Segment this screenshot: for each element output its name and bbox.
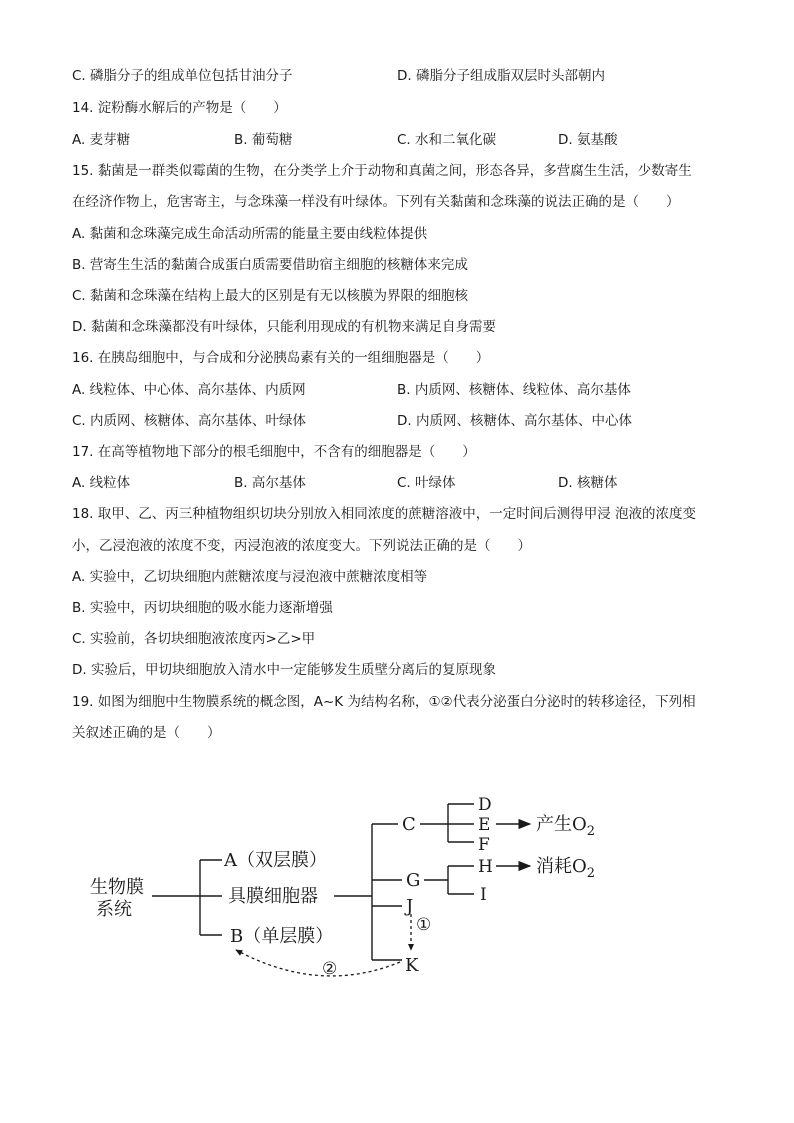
- q14-option-a: A. 麦芽糖: [72, 132, 131, 148]
- node-i: I: [480, 885, 487, 905]
- q17-option-c: C. 叶绿体: [397, 475, 456, 491]
- q15-option-b: B. 营寄生生活的黏菌合成蛋白质需要借助宿主细胞的核糖体来完成: [72, 257, 468, 273]
- q15-stem-line1: 15. 黏菌是一群类似霉菌的生物，在分类学上介于动物和真菌之间，形态各异，多营腐生生活，少数寄生: [72, 163, 692, 179]
- consume-o2-label: 消耗$O_2$: [536, 856, 596, 881]
- q15-option-c: C. 黏菌和念珠藻在结构上最大的区别是有无以核膜为界限的细胞核: [72, 288, 469, 304]
- q19-stem-line2: 关叙述正确的是（ ）: [72, 725, 221, 741]
- node-e: E: [478, 815, 491, 835]
- q17-stem: 17. 在高等植物地下部分的根毛细胞中，不含有的细胞器是（ ）: [72, 444, 476, 460]
- path2-dashed-curve: [236, 950, 400, 976]
- q17-option-a: A. 线粒体: [72, 475, 131, 491]
- root-label-line1: 生物膜: [90, 877, 144, 898]
- node-c: C: [402, 814, 416, 835]
- node-b-single-membrane: B（单层膜）: [230, 926, 334, 947]
- path1-label: ①: [416, 915, 432, 935]
- q19-stem-line1: 19. 如图为细胞中生物膜系统的概念图，A~K 为结构名称，①②代表分泌蛋白分泌时的转移途径，下列相: [72, 694, 696, 710]
- q18-option-c: C. 实验前，各切块细胞液浓度丙>乙>甲: [72, 631, 316, 647]
- q15-option-a: A. 黏菌和念珠藻完成生命活动所需的能量主要由线粒体提供: [72, 226, 428, 242]
- node-f: F: [478, 835, 490, 855]
- q14-option-c: C. 水和二氧化碳: [397, 132, 497, 148]
- q18-option-b: B. 实验中，丙切块细胞的吸水能力逐渐增强: [72, 600, 333, 616]
- q14-option-d: D. 氨基酸: [558, 132, 618, 148]
- node-d: D: [478, 795, 492, 815]
- node-a-double-membrane: A（双层膜）: [224, 850, 327, 871]
- q15-stem-line2: 在经济作物上，危害寄主，与念珠藻一样没有叶绿体。下列有关黏菌和念珠藻的说法正确的是（ ）: [72, 194, 680, 210]
- q18-option-d: D. 实验后，甲切块细胞放入清水中一定能够发生质壁分离后的复原现象: [72, 662, 496, 678]
- q14-stem: 14. 淀粉酶水解后的产物是（ ）: [72, 100, 287, 116]
- q16-option-d: D. 内质网、核糖体、高尔基体、中心体: [397, 413, 632, 429]
- q16-option-b: B. 内质网、核糖体、线粒体、高尔基体: [397, 382, 631, 398]
- path2-label: ②: [322, 959, 338, 979]
- root-label-line2: 系统: [96, 899, 132, 920]
- q17-option-d: D. 核糖体: [558, 475, 618, 491]
- q13-option-d: D. 磷脂分子组成脂双层时头部朝内: [397, 68, 605, 84]
- node-g: G: [406, 870, 421, 891]
- node-h: H: [478, 857, 493, 877]
- q16-stem: 16. 在胰岛细胞中，与合成和分泌胰岛素有关的一组细胞器是（ ）: [72, 350, 490, 366]
- produce-o2-label: 产生$O_2$: [536, 814, 596, 839]
- q16-option-a: A. 线粒体、中心体、高尔基体、内质网: [72, 382, 306, 398]
- membrane-system-concept-diagram: [80, 780, 640, 980]
- q18-stem-line1: 18. 取甲、乙、丙三种植物组织切块分别放入相同浓度的蔗糖溶液中，一定时间后测得甲浸 泡液的浓度变: [72, 506, 697, 522]
- q18-option-a: A. 实验中，乙切块细胞内蔗糖浓度与浸泡液中蔗糖浓度相等: [72, 569, 428, 585]
- q16-option-c: C. 内质网、核糖体、高尔基体、叶绿体: [72, 413, 307, 429]
- q13-option-c: C. 磷脂分子的组成单位包括甘油分子: [72, 68, 293, 84]
- node-membrane-organelles: 具膜细胞器: [228, 886, 318, 907]
- q14-option-b: B. 葡萄糖: [234, 132, 293, 148]
- node-j: J: [406, 896, 414, 917]
- q15-option-d: D. 黏菌和念珠藻都没有叶绿体，只能利用现成的有机物来满足自身需要: [72, 319, 496, 335]
- q18-stem-line2: 小，乙浸泡液的浓度不变，丙浸泡液的浓度变大。下列说法正确的是（ ）: [72, 538, 531, 554]
- q17-option-b: B. 高尔基体: [234, 475, 306, 491]
- node-k: K: [405, 955, 419, 976]
